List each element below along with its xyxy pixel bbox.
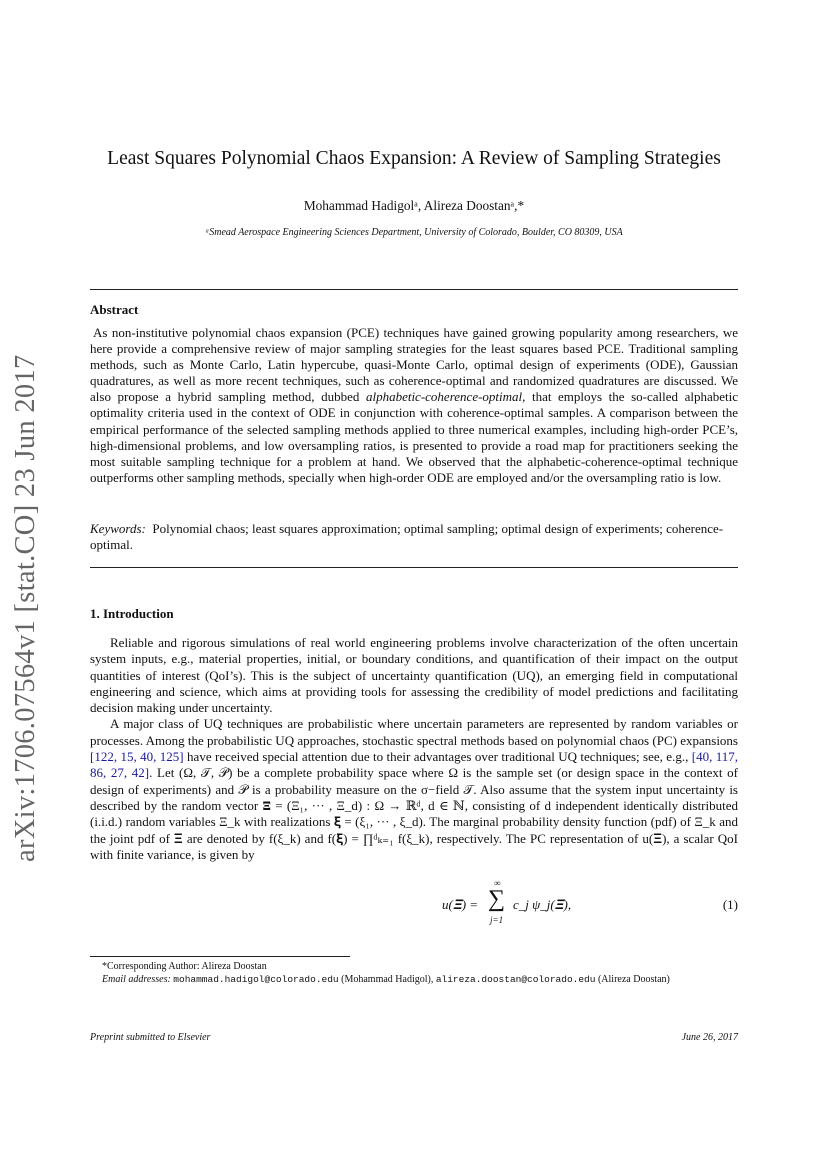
footnote-rule — [90, 956, 350, 957]
abstract-text-1: As non-institutive polynomial chaos expansion (PCE) techniques have gained growing popularity among researchers, we here provide a comprehensive review of major sampling strategies for the least squares based PCE. Traditional sampling methods, such as Monte Carlo, Latin hypercube, quasi-Monte Carlo, optimal design of experiments (ODE), Gaussian quadratures, as well as more recent techniques, such as coherence-optimal and randomized quadratures are discussed. We also propose a hybrid sampling method, dubbed — [90, 325, 738, 405]
footnotes — [90, 960, 738, 986]
arxiv-stamp: arXiv:1706.07564v1 [stat.CO] 23 Jun 2017 — [10, 354, 41, 862]
equation-1 — [90, 878, 738, 936]
preprint-note: Preprint submitted to Elsevier — [90, 1032, 211, 1043]
intro-paragraph-1: Reliable and rigorous simulations of real world engineering problems involve characterization of the often uncertain system inputs, e.g., material properties, initial, or boundary conditions, and quantification of their impact on the output quantities of interest (QoI’s). This is the subject of uncertainty quantification (UQ), an emerging field in computational engineering and science, which aims at providing tools for assessing the credibility of model predictions and facilitating decision making under uncertainty. — [90, 635, 738, 716]
introduction-body — [90, 635, 738, 863]
citation-link-2[interactable]: [40, 117, 86, 27, 42] — [90, 749, 738, 781]
abstract-top-rule — [90, 289, 738, 290]
summation-symbol: ∑ — [488, 886, 506, 912]
corresponding-author-note: *Corresponding Author: Alireza Doostan — [102, 961, 267, 972]
email-label: Email addresses: — [102, 974, 171, 986]
paper-title: Least Squares Polynomial Chaos Expansion: A Review of Sampling Strategies — [107, 148, 721, 169]
affiliation: ᵃSmead Aerospace Engineering Sciences Department, University of Colorado, Boulder, CO 80309, USA — [205, 227, 623, 238]
abstract-text-2: , that employs the so-called alphabetic optimality criteria used in the context of ODE in conjunction with coherence-optimal samples. A comparison between the empirical performance of the selected sampling methods applied to three numerical examples, including high-order PCE’s, high-dimensional problems, and low oversampling ratios, is presented to provide a road map for practitioners seeking the most suitable sampling technique for a problem at hand. We observed that the alphabetic-coherence-optimal technique outperforms other sampling methods, specially when high-order ODE are employed and/or the oversampling ratio is low. — [90, 389, 738, 485]
email-link-1[interactable]: mohammad.hadigol@colorado.edu — [173, 974, 339, 986]
intro-text-c: . Let (Ω, 𝒯, 𝒫) be a complete probability space where Ω is the sample set (or design space in the context of design of experiments) and 𝒫 is a probability measure on the σ−field 𝒯. Also assume that the system input uncertainty is described by the random vector 𝚵 = (Ξ₁, ··· , Ξ_d) : Ω → ℝᵈ, d ∈ ℕ, consisting of d independent identically distributed (i.i.d.) random variables Ξ_k with realizations 𝛏 = (ξ₁, ··· , ξ_d). The marginal probability density function (pdf) of Ξ_k and the joint pdf of 𝚵 are denoted by f(ξ_k) and f(𝛏) = ∏ᵈₖ₌₁ f(ξ_k), respectively. The PC representation of u(𝚵), a scalar QoI with finite variance, is given by — [90, 765, 738, 862]
intro-text-a: A major class of UQ techniques are probabilistic where uncertain parameters are represented by random variables or processes. Among the probabilistic UQ approaches, stochastic spectral methods based on polynomial chaos (PC) expansions — [90, 716, 738, 748]
sum-upper-limit: ∞ — [494, 878, 501, 888]
email-link-2[interactable]: alireza.doostan@colorado.edu — [435, 974, 596, 986]
author-list: Mohammad Hadigolᵃ, Alireza Doostanᵃ,* — [303, 198, 525, 213]
email-note — [90, 973, 738, 986]
citation-link-1[interactable]: [122, 15, 40, 125] — [90, 749, 184, 765]
keywords — [90, 521, 738, 553]
email-name-2: (Alireza Doostan) — [595, 974, 670, 986]
keywords-text: Polynomial chaos; least squares approximation; optimal sampling; optimal design of experiments; coherence-optimal. — [90, 521, 724, 553]
intro-paragraph-2 — [90, 716, 738, 863]
section-heading: 1. Introduction — [90, 606, 174, 621]
sum-lower-limit: j=1 — [490, 915, 504, 925]
equation-lhs: u(𝚵) = — [442, 897, 479, 912]
preprint-date: June 26, 2017 — [681, 1032, 738, 1043]
equation-number: (1) — [722, 897, 738, 912]
keywords-label: Keywords: — [90, 521, 146, 536]
abstract-heading: Abstract — [90, 302, 139, 317]
email-name-1: (Mohammad Hadigol), — [338, 974, 436, 986]
intro-text-b: have received special attention due to their advantages over traditional UQ techniques; see, e.g., — [183, 749, 692, 765]
abstract-bottom-rule — [90, 567, 738, 568]
abstract-emphasis: alphabetic-coherence-optimal — [365, 389, 523, 405]
abstract-body — [90, 325, 738, 486]
equation-rhs: c_j ψ_j(𝚵), — [513, 897, 572, 912]
